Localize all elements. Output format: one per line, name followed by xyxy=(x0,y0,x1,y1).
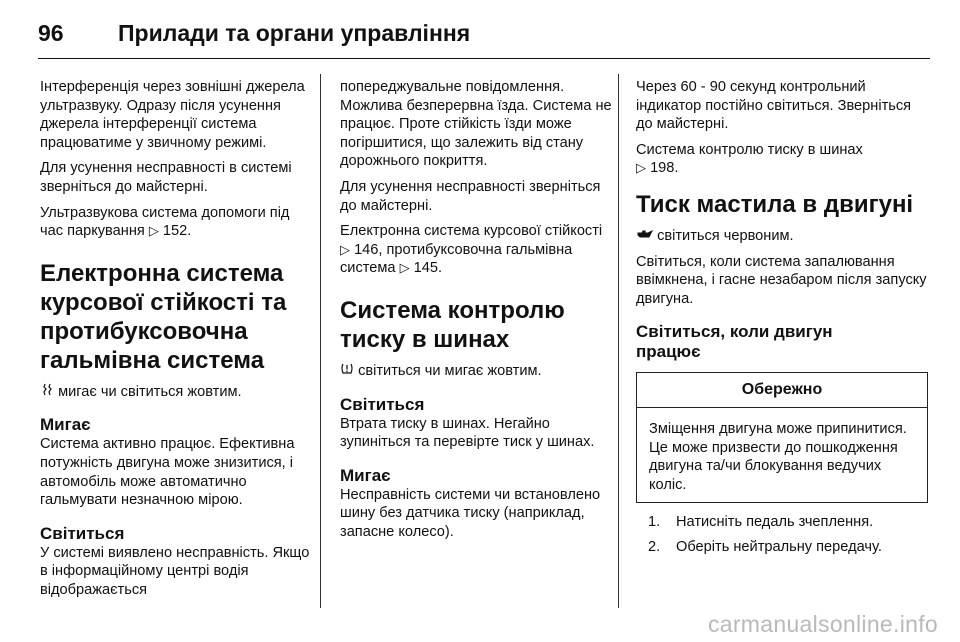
warning-box xyxy=(636,372,928,503)
indicator-line: світиться чи мигає жовтим. xyxy=(340,362,612,381)
xref-arrow-icon: ▷ xyxy=(399,260,410,276)
esc-indicator-icon xyxy=(40,383,54,402)
paragraph: Для усунення несправності в системі зверніться до майстерні. xyxy=(40,160,292,195)
xref-arrow-icon: ▷ xyxy=(636,160,646,176)
paragraph: Система контролю тиску в шинах ▷ 198. xyxy=(636,141,863,177)
xref-arrow-icon: ▷ xyxy=(148,223,159,239)
paragraph: Через 60 - 90 секунд контрольний індикатор постійно світиться. Зверніться до майстерні. xyxy=(636,79,912,133)
oil-can-icon xyxy=(636,227,653,246)
paragraph: Система активно працює. Ефективна потужність двигуна може знизитися, і автомобіль може автоматично гальмувати незначною мірою. xyxy=(40,436,295,509)
section-heading: Тиск мастила в двигуні xyxy=(636,190,914,218)
paragraph: Втрата тиску в шинах. Негайно зупиніться та перевірте тиск у шинах. xyxy=(340,415,595,451)
warning-title: Обережно xyxy=(637,373,927,408)
paragraph: Для усунення несправності зверніться до майстерні. xyxy=(340,178,601,214)
subheading: Світиться, коли двигун працює xyxy=(636,322,833,362)
column-divider xyxy=(618,74,619,608)
subheading: Світиться xyxy=(40,523,125,543)
subheading: Мигає xyxy=(340,465,391,485)
page-link[interactable]: 146 xyxy=(354,241,379,258)
subheading: Світиться xyxy=(340,394,425,414)
xref-arrow-icon: ▷ xyxy=(340,241,350,257)
list-text: Натисніть педаль зчеплення. xyxy=(676,514,874,531)
section-heading: Електронна система курсової стійкості та протибуксовочна гальмівна система xyxy=(40,259,287,374)
column-3 xyxy=(636,78,928,557)
indicator-line: мигає чи світиться жовтим. xyxy=(40,383,312,402)
paragraph: Електронна система курсової стійкості ▷ 146, протибуксовочна гальмівна система ▷ 145. xyxy=(340,223,603,277)
column-2 xyxy=(340,78,612,549)
paragraph: У системі виявлено несправність. Якщо в інформаційному центрі водія відображається xyxy=(40,544,310,598)
list-item xyxy=(636,513,928,532)
warning-body: Зміщення двигуна може припинитися. Це може призвести до пошкодження двигуна та/чи блокування ведучих коліс. xyxy=(649,420,907,493)
section-heading: Система контролю тиску в шинах xyxy=(340,296,565,353)
paragraph: попереджувальне повідомлення. Можлива безперервна їзда. Система не працює. Проте стійкість їзди може погіршитися, що залежить від стану дорожнього покриття. xyxy=(340,79,612,170)
paragraph: Несправність системи чи встановлено шину без датчика тиску (наприклад, запасне колесо). xyxy=(340,486,601,540)
subheading: Мигає xyxy=(40,415,91,435)
page-title: Прилади та органи управління xyxy=(118,20,471,46)
paragraph: Ультразвукова система допомоги під час паркування ▷ 152. xyxy=(40,204,290,240)
tire-pressure-icon xyxy=(340,362,354,381)
list-number: 2. xyxy=(648,538,661,555)
list-item xyxy=(636,538,928,557)
column-divider xyxy=(320,74,321,608)
list-text: Оберіть нейтральну передачу. xyxy=(676,538,882,555)
page-link[interactable]: 145. xyxy=(413,260,443,277)
page-header xyxy=(38,14,930,59)
paragraph: Інтерференція через зовнішні джерела ультразвуку. Одразу після усунення джерела інтерференції система працюватиме у звичному режимі. xyxy=(40,79,305,151)
page-link[interactable]: 152. xyxy=(162,223,192,240)
page-link[interactable]: 198. xyxy=(650,160,679,177)
column-1 xyxy=(40,78,312,600)
page-number: 96 xyxy=(38,20,64,46)
list-number: 1. xyxy=(648,514,661,531)
watermark: carmanualsonline.info xyxy=(707,611,938,637)
paragraph: Світиться, коли система запалювання ввімкнена, і гасне незабаром після запуску двигуна. xyxy=(636,253,927,307)
indicator-line: світиться червоним. xyxy=(636,227,928,246)
